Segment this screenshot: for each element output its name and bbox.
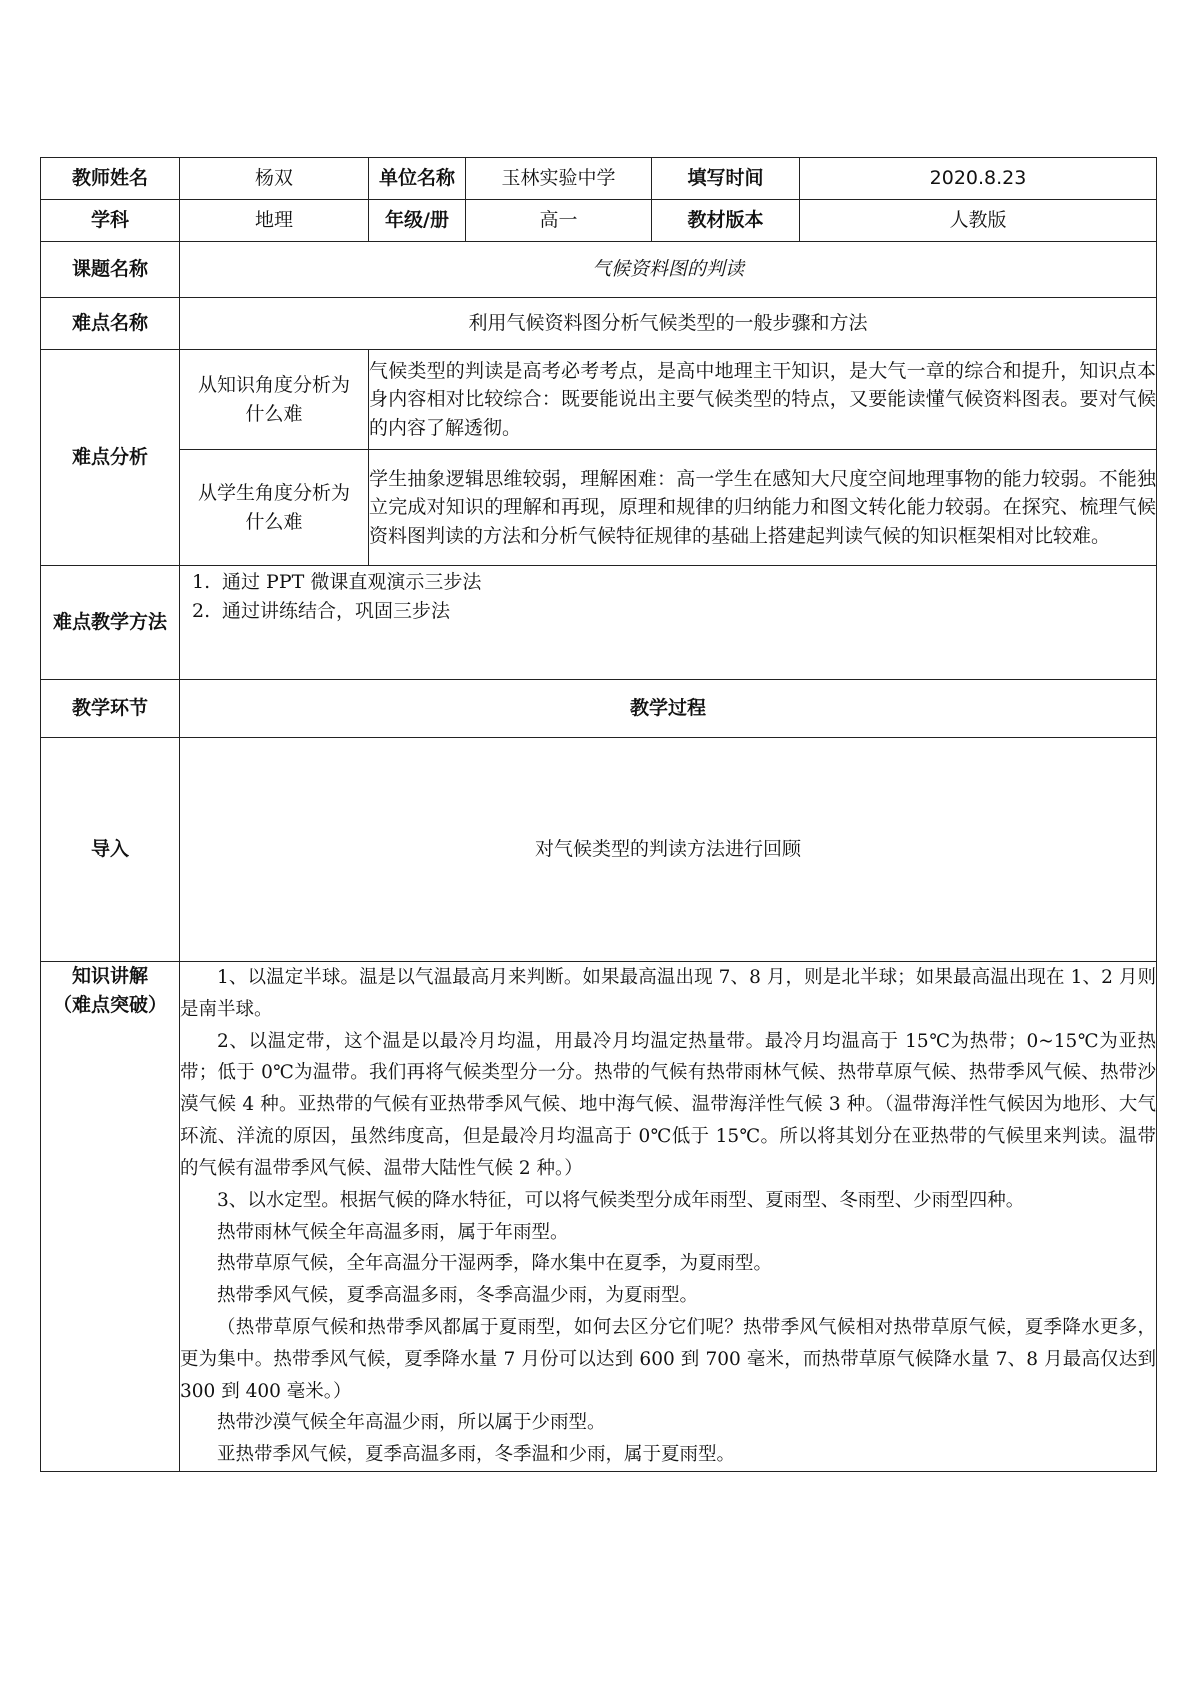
edition-label: 教材版本 [652, 200, 800, 242]
analysis-label: 难点分析 [41, 350, 180, 566]
difficulty-row [41, 298, 1157, 350]
unit-value: 玉林实验中学 [466, 158, 652, 200]
knowledge-paragraph: 亚热带季风气候，夏季高温多雨，冬季温和少雨，属于夏雨型。 [217, 1444, 736, 1466]
knowledge-paragraph: 1、以温定半球。温是以气温最高月来判断。如果最高温出现 7、8 月，则是北半球；如果最高温出现在 1、2 月则是南半球。 [180, 967, 1156, 1020]
topic-row [41, 242, 1157, 298]
knowledge-row [41, 962, 1157, 1472]
grade-label: 年级/册 [369, 200, 466, 242]
date-value: 2020.8.23 [800, 158, 1157, 200]
knowledge-paragraph: 热带沙漠气候全年高温少雨，所以属于少雨型。 [217, 1412, 606, 1434]
knowledge-paragraph: 热带季风气候，夏季高温多雨，冬季高温少雨，为夏雨型。 [217, 1285, 699, 1307]
subject-label: 学科 [41, 200, 180, 242]
grade-value: 高一 [466, 200, 652, 242]
method-item: 2. 通过讲练结合，巩固三步法 [192, 600, 451, 623]
process-header-row [41, 680, 1157, 738]
student-angle-label: 从学生角度分析为什么难 [180, 450, 369, 566]
header-row-1 [41, 158, 1157, 200]
subject-value: 地理 [180, 200, 369, 242]
intro-row [41, 738, 1157, 962]
knowledge-body [180, 962, 1157, 1472]
knowledge-paragraph: 热带雨林气候全年高温多雨，属于年雨型。 [217, 1221, 569, 1243]
methods-row [41, 566, 1157, 680]
intro-text: 对气候类型的判读方法进行回顾 [180, 738, 1157, 962]
process-label: 教学过程 [180, 680, 1157, 738]
analysis-row-student [41, 450, 1157, 566]
header-row-2 [41, 200, 1157, 242]
intro-label: 导入 [41, 738, 180, 962]
edition-value: 人教版 [800, 200, 1157, 242]
knowledge-angle-label: 从知识角度分析为什么难 [180, 350, 369, 450]
date-label: 填写时间 [652, 158, 800, 200]
teacher-value: 杨双 [180, 158, 369, 200]
knowledge-paragraph: 3、以水定型。根据气候的降水特征，可以将气候类型分成年雨型、夏雨型、冬雨型、少雨型四种。 [217, 1189, 1025, 1211]
knowledge-label: 知识讲解 （难点突破） [41, 962, 180, 1472]
methods-list [180, 566, 1156, 627]
method-item: 1. 通过 PPT 微课直观演示三步法 [192, 571, 482, 593]
knowledge-paragraph: 热带草原气候，全年高温分干湿两季，降水集中在夏季，为夏雨型。 [217, 1253, 773, 1275]
topic-value: 气候资料图的判读 [180, 242, 1157, 298]
knowledge-angle-text: 气候类型的判读是高考必考考点，是高中地理主干知识，是大气一章的综合和提升，知识点本身内容相对比较综合：既要能说出主要气候类型的特点，又要能读懂气候资料图表。要对气候的内容了解透彻。 [369, 350, 1157, 450]
stage-label: 教学环节 [41, 680, 180, 738]
difficulty-value: 利用气候资料图分析气候类型的一般步骤和方法 [180, 298, 1157, 350]
knowledge-paragraph: 2、以温定带，这个温是以最冷月均温，用最冷月均温定热量带。最冷月均温高于 15℃为热带；0~15℃为亚热带；低于 0℃为温带。我们再将气候类型分一分。热带的气候有热带雨林气候、热带草原气候、热带季风气候、热带沙漠气候 4 种。亚热带的气候有亚热带季风气候、地中海气候、温带海洋性气候 3 种。（温带海洋性气候因为地形、大气环流、洋流的原因，虽然纬度高，但是最冷月均温高于 0℃低于 15℃。所以将其划分在亚热带的气候里来判读。温带的气候有温带季风气候、温带大陆性气候 2 种。） [180, 1030, 1156, 1179]
lesson-plan-table [40, 157, 1157, 1472]
topic-label: 课题名称 [41, 242, 180, 298]
student-angle-text: 学生抽象逻辑思维较弱，理解困难：高一学生在感知大尺度空间地理事物的能力较弱。不能独立完成对知识的理解和再现，原理和规律的归纳能力和图文转化能力较弱。在探究、梳理气候资料图判读的方法和分析气候特征规律的基础上搭建起判读气候的知识框架相对比较难。 [369, 450, 1157, 566]
difficulty-label: 难点名称 [41, 298, 180, 350]
methods-cell [180, 566, 1157, 680]
methods-label: 难点教学方法 [41, 566, 180, 680]
teacher-label: 教师姓名 [41, 158, 180, 200]
unit-label: 单位名称 [369, 158, 466, 200]
analysis-row-knowledge [41, 350, 1157, 450]
knowledge-paragraph: （热带草原气候和热带季风都属于夏雨型，如何去区分它们呢？热带季风气候相对热带草原气候，夏季降水更多，更为集中。热带季风气候，夏季降水量 7 月份可以达到 600 到 700 毫米，而热带草原气候降水量 7、8 月最高仅达到 300 到 400 毫米。） [180, 1316, 1156, 1402]
